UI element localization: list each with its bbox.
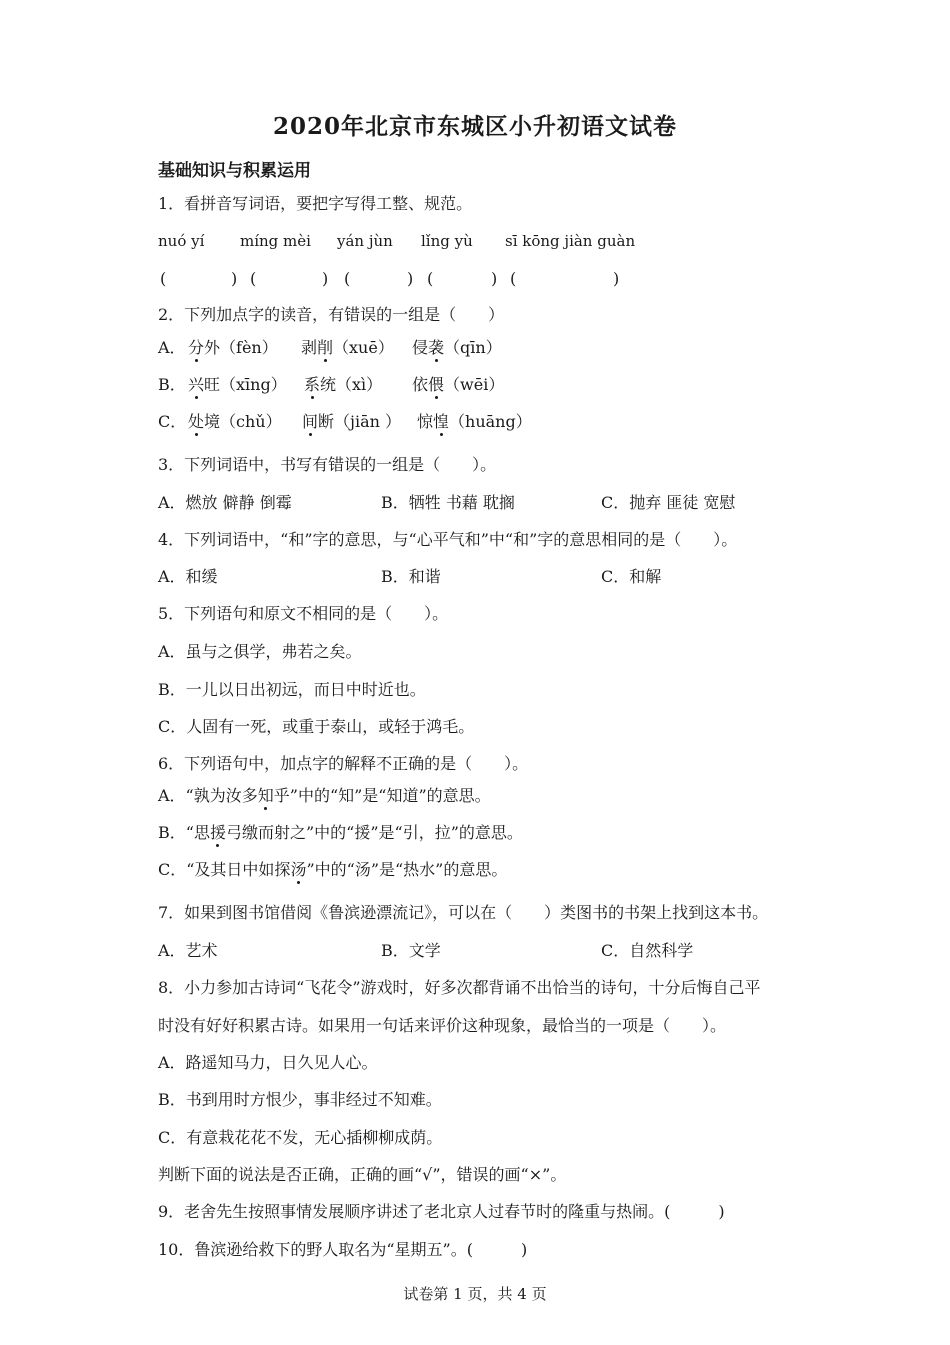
q2-option-a-label: A． [158, 338, 186, 357]
q6-option-b: B．“思援弓缴而射之”中的“援”是“引，拉”的意思。 [158, 823, 523, 842]
emphasis-dot-char: 分 [188, 338, 205, 357]
pinyin-5: sī kōng jiàn guàn [505, 232, 636, 250]
q2-option-a-word-2: 剥削（xuē） [301, 338, 394, 357]
q5-option-c: C．人固有一死，或重于泰山，或轻于鸿毛。 [158, 717, 475, 736]
emphasis-dot-char: 袭 [428, 338, 445, 357]
q7-option-b: B．文学 [381, 941, 441, 960]
page-footer: 试卷第 1 页，共 4 页 [403, 1285, 547, 1303]
question-8-stem-line-1: 8．小力参加古诗词“飞花令”游戏时，好多次都背诵不出恰当的诗句，十分后悔自己平 [158, 978, 761, 997]
answer-blank-2-open: ( [250, 269, 257, 288]
q5-option-a: A．虽与之俱学，弗若之矣。 [158, 642, 362, 661]
pinyin-4: lǐng yù [421, 232, 473, 250]
q2-option-b-word-2: 系统（xì） [304, 375, 383, 394]
q7-option-a: A．艺术 [158, 941, 218, 960]
question-9: 9．老舍先生按照事情发展顺序讲述了老北京人过春节时的隆重与热闹。( ) [158, 1202, 725, 1221]
answer-blank-4-open: ( [427, 269, 434, 288]
answer-blank-1-open: ( [160, 269, 167, 288]
emphasis-dot-char: 知 [257, 786, 274, 805]
q2-option-c-label: C． [158, 412, 187, 431]
question-1-stem: 1．看拼音写词语，要把字写得工整、规范。 [158, 194, 473, 213]
emphasis-dot-char: 兴 [188, 375, 205, 394]
pinyin-3: yán jùn [337, 232, 393, 250]
question-4-stem: 4．下列词语中，“和”字的意思，与“心平气和”中“和”字的意思相同的是（ ）。 [158, 530, 738, 549]
question-3-stem: 3．下列词语中，书写有错误的一组是（ ）。 [158, 455, 497, 474]
q2-option-b-word-1: 兴旺（xīng） [188, 375, 287, 394]
q4-option-b: B．和谐 [381, 567, 441, 586]
q2-option-c-word-3: 惊惶（huāng） [417, 412, 532, 431]
section-heading: 基础知识与积累运用 [158, 161, 311, 181]
q8-option-a: A．路遥知马力，日久见人心。 [158, 1053, 378, 1072]
emphasis-dot-char: 汤 [290, 860, 307, 879]
question-6-stem: 6．下列语句中，加点字的解释不正确的是（ ）。 [158, 754, 529, 773]
q2-option-c-word-2: 间断（jiān ） [302, 412, 402, 431]
emphasis-dot-char: 处 [188, 412, 205, 431]
emphasis-dot-char: 削 [317, 338, 334, 357]
emphasis-dot-char: 系 [304, 375, 321, 394]
answer-blank-1-close: ) [231, 269, 238, 288]
q3-option-b: B．牺牲 书藉 耽搁 [381, 493, 515, 512]
pinyin-2: míng mèi [240, 232, 311, 250]
answer-blank-5-open: ( [510, 269, 517, 288]
emphasis-dot-char: 援 [209, 823, 226, 842]
answer-blank-3-open: ( [344, 269, 351, 288]
exam-title: 2020年北京市东城区小升初语文试卷 [272, 113, 677, 140]
answer-blank-3-close: ) [407, 269, 414, 288]
answer-blank-2-close: ) [322, 269, 329, 288]
q6-option-a: A．“孰为汝多知乎”中的“知”是“知道”的意思。 [158, 786, 491, 805]
q8-option-b: B．书到用时方恨少，事非经过不知难。 [158, 1090, 442, 1109]
emphasis-dot-char: 惶 [433, 412, 450, 431]
q3-option-a: A．燃放 僻静 倒霉 [158, 493, 292, 512]
question-7-stem: 7．如果到图书馆借阅《鲁滨逊漂流记》，可以在（ ）类图书的书架上找到这本书。 [158, 903, 769, 922]
emphasis-dot-char: 间 [302, 412, 319, 431]
judge-instruction: 判断下面的说法是否正确，正确的画“√”，错误的画“×”。 [158, 1165, 567, 1184]
emphasis-dot-char: 偎 [428, 375, 445, 394]
q2-option-b-label: B． [158, 375, 186, 394]
q2-option-b-word-3: 依偎（wēi） [412, 375, 505, 394]
q2-option-c-word-1: 处境（chǔ） [188, 412, 282, 431]
q2-option-a-word-1: 分外（fèn） [188, 338, 278, 357]
answer-blank-5-close: ) [613, 269, 620, 288]
pinyin-1: nuó yí [158, 232, 205, 250]
q4-option-a: A．和缓 [158, 567, 218, 586]
question-5-stem: 5．下列语句和原文不相同的是（ ）。 [158, 604, 449, 623]
question-10: 10．鲁滨逊给救下的野人取名为“星期五”。( ) [158, 1240, 528, 1259]
question-8-stem-line-2: 时没有好好积累古诗。如果用一句话来评价这种现象，最恰当的一项是（ ）。 [158, 1016, 727, 1035]
q7-option-c: C．自然科学 [601, 941, 694, 960]
q3-option-c: C．抛弃 匪徒 宽慰 [601, 493, 736, 512]
q4-option-c: C．和解 [601, 567, 662, 586]
q6-option-c: C．“及其日中如探汤”中的“汤”是“热水”的意思。 [158, 860, 508, 879]
q2-option-a-word-3: 侵袭（qīn） [412, 338, 502, 357]
q8-option-c: C．有意栽花花不发，无心插柳柳成荫。 [158, 1128, 443, 1147]
question-2-stem: 2．下列加点字的读音，有错误的一组是（ ） [158, 305, 505, 324]
answer-blank-4-close: ) [491, 269, 498, 288]
q5-option-b: B．一儿以日出初远，而日中时近也。 [158, 680, 426, 699]
